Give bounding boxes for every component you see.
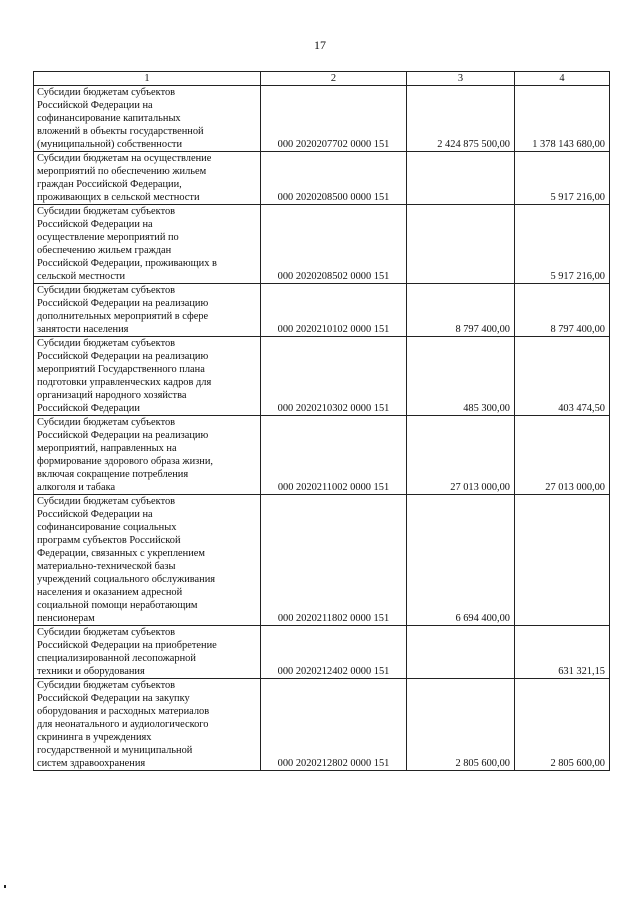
table-row: [34, 626, 610, 679]
description-line: учреждений социального обслуживания: [37, 574, 216, 585]
revenue-code-cell: 000 2020208502 0000 151: [261, 205, 407, 284]
description-line: Субсидии бюджетам субъектов: [37, 87, 176, 98]
description-line: Российской Федерации на реализацию: [37, 298, 209, 309]
amount-plan-cell: [407, 152, 515, 205]
description-line: Субсидии бюджетам субъектов: [37, 206, 176, 217]
description-line: занятости населения: [37, 324, 129, 335]
subsidy-description: [34, 626, 261, 679]
revenue-code-cell: 000 2020210102 0000 151: [261, 284, 407, 337]
description-line: Российской Федерации, проживающих в: [37, 258, 217, 269]
amount-fact-cell: 631 321,15: [515, 626, 610, 679]
scan-mark: [4, 885, 6, 888]
amount-fact-cell: 1 378 143 680,00: [515, 86, 610, 152]
description-line: Российской Федерации на: [37, 100, 153, 111]
revenue-code-cell: 000 2020211002 0000 151: [261, 416, 407, 495]
subsidy-description: [34, 495, 261, 626]
description-line: техники и оборудования: [37, 666, 145, 677]
description-line: Российской Федерации на реализацию: [37, 351, 209, 362]
description-line: Российской Федерации: [37, 403, 140, 414]
column-header: 3: [407, 72, 515, 86]
description-line: сельской местности: [37, 271, 126, 282]
revenue-code-cell: 000 2020207702 0000 151: [261, 86, 407, 152]
description-line: формирование здорового образа жизни,: [37, 456, 213, 467]
table-header-row: [34, 72, 610, 86]
description-line: вложений в объекты государственной: [37, 126, 204, 137]
table-row: [34, 337, 610, 416]
amount-fact-cell: 8 797 400,00: [515, 284, 610, 337]
description-line: скрининга в учреждениях: [37, 732, 152, 743]
subsidy-description: [34, 337, 261, 416]
table-row: [34, 284, 610, 337]
description-line: софинансирование капитальных: [37, 113, 181, 124]
revenue-code-cell: 000 2020210302 0000 151: [261, 337, 407, 416]
revenue-code-cell: 000 2020208500 0000 151: [261, 152, 407, 205]
description-line: софинансирование социальных: [37, 522, 177, 533]
description-line: Российской Федерации на: [37, 219, 153, 230]
description-line: специализированной лесопожарной: [37, 653, 196, 664]
description-line: осуществление мероприятий по: [37, 232, 179, 243]
revenue-code-cell: 000 2020212802 0000 151: [261, 679, 407, 771]
table-row: [34, 495, 610, 626]
amount-fact-cell: 2 805 600,00: [515, 679, 610, 771]
amount-plan-cell: 2 424 875 500,00: [407, 86, 515, 152]
table-row: [34, 205, 610, 284]
description-line: для неонатального и аудиологического: [37, 719, 209, 730]
description-line: проживающих в сельской местности: [37, 192, 200, 203]
description-line: обеспечению жильем граждан: [37, 245, 172, 256]
amount-plan-cell: 8 797 400,00: [407, 284, 515, 337]
description-line: Субсидии бюджетам субъектов: [37, 417, 176, 428]
page-number: 17: [314, 38, 326, 52]
description-line: социальной помощи неработающим: [37, 600, 198, 611]
description-line: Субсидии бюджетам субъектов: [37, 496, 176, 507]
amount-plan-cell: 485 300,00: [407, 337, 515, 416]
description-line: государственной и муниципальной: [37, 745, 193, 756]
subsidy-description: [34, 86, 261, 152]
amount-fact-cell: [515, 495, 610, 626]
description-line: организаций народного хозяйства: [37, 390, 187, 401]
amount-plan-cell: 2 805 600,00: [407, 679, 515, 771]
description-line: (муниципальной) собственности: [37, 139, 183, 150]
column-header: 1: [34, 72, 261, 86]
description-line: Субсидии бюджетам субъектов: [37, 285, 176, 296]
table-row: [34, 679, 610, 771]
description-line: Российской Федерации на: [37, 509, 153, 520]
subsidy-description: [34, 284, 261, 337]
description-line: систем здравоохранения: [37, 758, 146, 769]
description-line: Федерации, связанных с укреплением: [37, 548, 205, 559]
column-header: 4: [515, 72, 610, 86]
column-header: 2: [261, 72, 407, 86]
description-line: подготовки управленческих кадров для: [37, 377, 212, 388]
amount-plan-cell: [407, 205, 515, 284]
amount-fact-cell: 5 917 216,00: [515, 152, 610, 205]
description-line: Субсидии бюджетам субъектов: [37, 338, 176, 349]
description-line: дополнительных мероприятий в сфере: [37, 311, 209, 322]
amount-fact-cell: 403 474,50: [515, 337, 610, 416]
description-line: Российской Федерации на реализацию: [37, 430, 209, 441]
subsidies-table: [33, 71, 610, 771]
subsidy-description: [34, 679, 261, 771]
description-line: Российской Федерации на закупку: [37, 693, 190, 704]
amount-plan-cell: 6 694 400,00: [407, 495, 515, 626]
revenue-code-cell: 000 2020212402 0000 151: [261, 626, 407, 679]
description-line: мероприятий Государственного плана: [37, 364, 205, 375]
revenue-code-cell: 000 2020211802 0000 151: [261, 495, 407, 626]
amount-fact-cell: 27 013 000,00: [515, 416, 610, 495]
subsidy-description: [34, 205, 261, 284]
table-row: [34, 416, 610, 495]
subsidy-description: [34, 416, 261, 495]
amount-plan-cell: [407, 626, 515, 679]
subsidy-description: [34, 152, 261, 205]
description-line: мероприятий по обеспечению жильем: [37, 166, 207, 177]
description-line: пенсионерам: [37, 613, 95, 624]
description-line: алкоголя и табака: [37, 482, 116, 493]
description-line: граждан Российской Федерации,: [37, 179, 182, 190]
amount-plan-cell: 27 013 000,00: [407, 416, 515, 495]
description-line: материально-технической базы: [37, 561, 176, 572]
description-line: населения и оказанием адресной: [37, 587, 183, 598]
description-line: Субсидии бюджетам субъектов: [37, 680, 176, 691]
description-line: Субсидии бюджетам субъектов: [37, 627, 176, 638]
description-line: включая сокращение потребления: [37, 469, 189, 480]
table-row: [34, 152, 610, 205]
description-line: мероприятий, направленных на: [37, 443, 177, 454]
table-row: [34, 86, 610, 152]
amount-fact-cell: 5 917 216,00: [515, 205, 610, 284]
description-line: Российской Федерации на приобретение: [37, 640, 217, 651]
description-line: оборудования и расходных материалов: [37, 706, 210, 717]
description-line: Субсидии бюджетам на осуществление: [37, 153, 212, 164]
description-line: программ субъектов Российской: [37, 535, 181, 546]
